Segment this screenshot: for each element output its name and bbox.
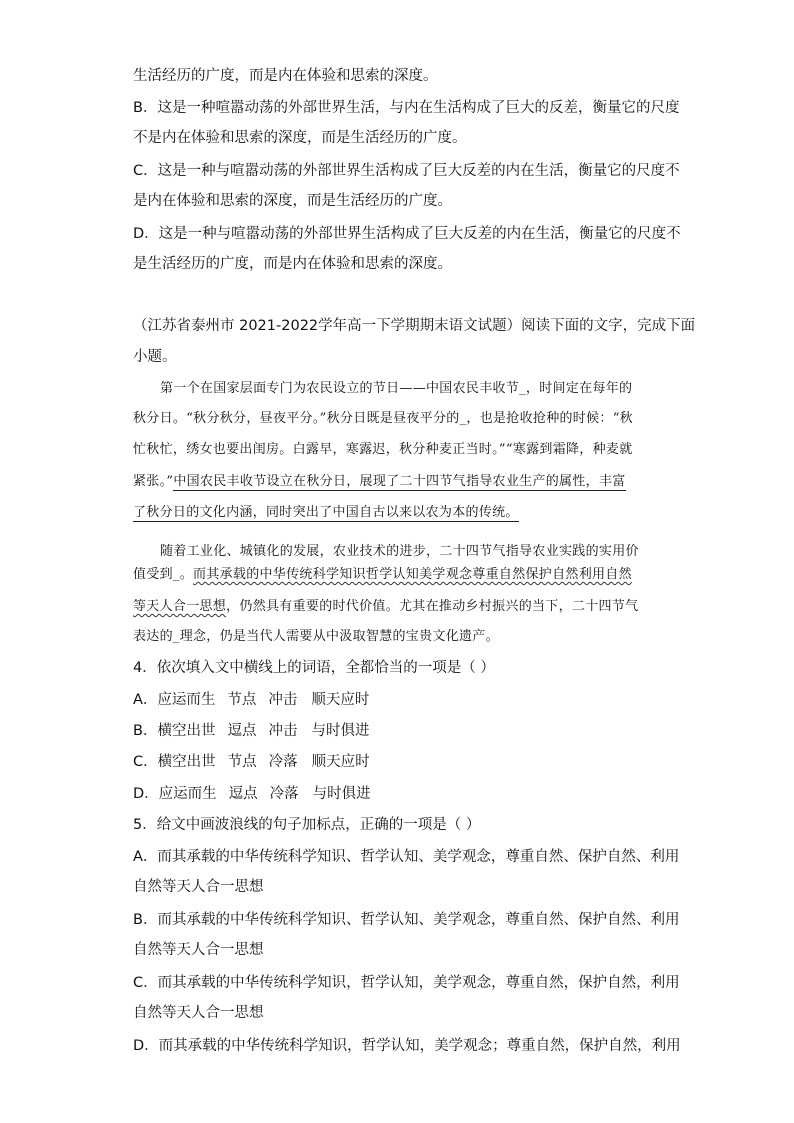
word-1: 应运而生 — [157, 692, 216, 708]
q4-option-a — [133, 690, 369, 710]
wavy-sentence-part1: 而其承载的中华传统科学知识哲学认知美学观念尊重自然保护自然利用自然 — [193, 567, 632, 582]
word-4: 与时俱进 — [312, 786, 371, 802]
passage-p2-line3-plain: ，仍然具有重要的时代价值。尤其在推动乡村振兴的当下，二十四节气 — [226, 599, 639, 614]
source-line2: 小题。 — [133, 349, 177, 365]
prev-option-b-line2: 不是内在体验和思索的深度，而是生活经历的广度。 — [133, 130, 467, 146]
passage-p2-line2 — [133, 565, 632, 585]
passage-p1-line4 — [133, 472, 626, 492]
q5-option-c-line2: 自然等天人合一思想 — [133, 1005, 264, 1021]
word-4: 与时俱进 — [311, 723, 370, 739]
option-label: D． — [133, 786, 159, 802]
underlined-sentence-part1: 中国农民丰收节设立在秋分日，展现了二十四节气指导农业生产的属性，丰富 — [173, 474, 626, 489]
passage-p2-line4: 表达的_理念，仍是当代人需要从中汲取智慧的宝贵文化遗产。 — [133, 629, 499, 644]
passage-p1-line3: 忙秋忙，绣女也要出闺房。白露早，寒露迟，秋分种麦正当时。”“寒露到霜降，种麦就 — [133, 442, 633, 457]
word-3: 冷落 — [269, 786, 299, 802]
prev-option-c-line1: C．这是一种与喧嚣动荡的外部世界生活构成了巨大反差的内在生活，衡量它的尺度不 — [133, 163, 680, 179]
word-4: 顺天应时 — [311, 754, 370, 770]
word-1: 横空出世 — [157, 754, 216, 770]
passage-p1-line4-plain: 紧张。” — [133, 474, 174, 489]
passage-p2-line3 — [133, 597, 638, 617]
option-label: B． — [133, 723, 158, 739]
prev-option-a-continued: 生活经历的广度，而是内在体验和思索的深度。 — [133, 68, 438, 84]
q5-option-c-line1: C．而其承载的中华传统科学知识，哲学认知，美学观念，尊重自然，保护自然，利用 — [133, 975, 680, 991]
passage-p1-line1: 第一个在国家层面专门为农民设立的节日——中国农民丰收节_，时间定在每年的 — [160, 381, 633, 396]
option-label: C． — [133, 754, 158, 770]
q4-option-d — [133, 784, 371, 804]
q5-stem: 5．给文中画波浪线的句子加标点，正确的一项是（ ） — [133, 817, 481, 833]
word-1: 横空出世 — [157, 723, 216, 739]
prev-option-d-line1: D．这是一种与喧嚣动荡的外部世界生活构成了巨大反差的内在生活，衡量它的尺度不 — [133, 226, 681, 242]
q5-option-b-line1: B．而其承载的中华传统科学知识、哲学认知、美学观念，尊重自然、保护自然、利用 — [133, 912, 680, 928]
source-line1: （江苏省泰州市 2021-2022学年高一下学期期末语文试题）阅读下面的文字，完成下面 — [133, 318, 696, 334]
underlined-sentence-part2: 了秋分日的文化内涵，同时突出了中国自古以来以农为本的传统。 — [133, 505, 519, 520]
word-3: 冷落 — [268, 754, 298, 770]
option-label: A． — [133, 692, 158, 708]
prev-option-d-line2: 是生活经历的广度，而是内在体验和思索的深度。 — [133, 256, 452, 272]
word-3: 冲击 — [268, 692, 298, 708]
q5-option-a-line2: 自然等天人合一思想 — [133, 879, 264, 895]
word-2: 逗点 — [227, 723, 257, 739]
prev-option-c-line2: 是内在体验和思索的深度，而是生活经历的广度。 — [133, 193, 452, 209]
prev-option-b-line1: B．这是一种喧嚣动荡的外部世界生活，与内在生活构成了巨大的反差，衡量它的尺度 — [133, 100, 680, 116]
q4-stem: 4．依次填入文中横线上的词语，全都恰当的一项是（ ） — [133, 660, 495, 676]
q5-option-a-line1: A．而其承载的中华传统科学知识、哲学认知、美学观念，尊重自然、保护自然、利用 — [133, 849, 680, 865]
passage-p1-line2: 秋分日。“秋分秋分，昼夜平分。”秋分日既是昼夜平分的_，也是抢收抢种的时候：“秋 — [133, 411, 633, 426]
word-2: 逗点 — [228, 786, 258, 802]
passage-p2-line1: 随着工业化、城镇化的发展，农业技术的进步，二十四节气指导农业实践的实用价 — [160, 544, 639, 559]
q5-option-b-line2: 自然等天人合一思想 — [133, 942, 264, 958]
q4-option-c — [133, 752, 370, 772]
wavy-sentence-part2: 等天人合一思想 — [133, 599, 227, 614]
word-3: 冲击 — [268, 723, 298, 739]
word-2: 节点 — [227, 692, 257, 708]
passage-p1-line5 — [133, 503, 519, 523]
passage-p2-line2-plain: 值受到_。 — [133, 567, 193, 582]
word-4: 顺天应时 — [311, 692, 370, 708]
q4-option-b — [133, 721, 369, 741]
word-1: 应运而生 — [158, 786, 217, 802]
word-2: 节点 — [227, 754, 257, 770]
q5-option-d-line1: D．而其承载的中华传统科学知识，哲学认知，美学观念；尊重自然，保护自然，利用 — [133, 1038, 681, 1054]
